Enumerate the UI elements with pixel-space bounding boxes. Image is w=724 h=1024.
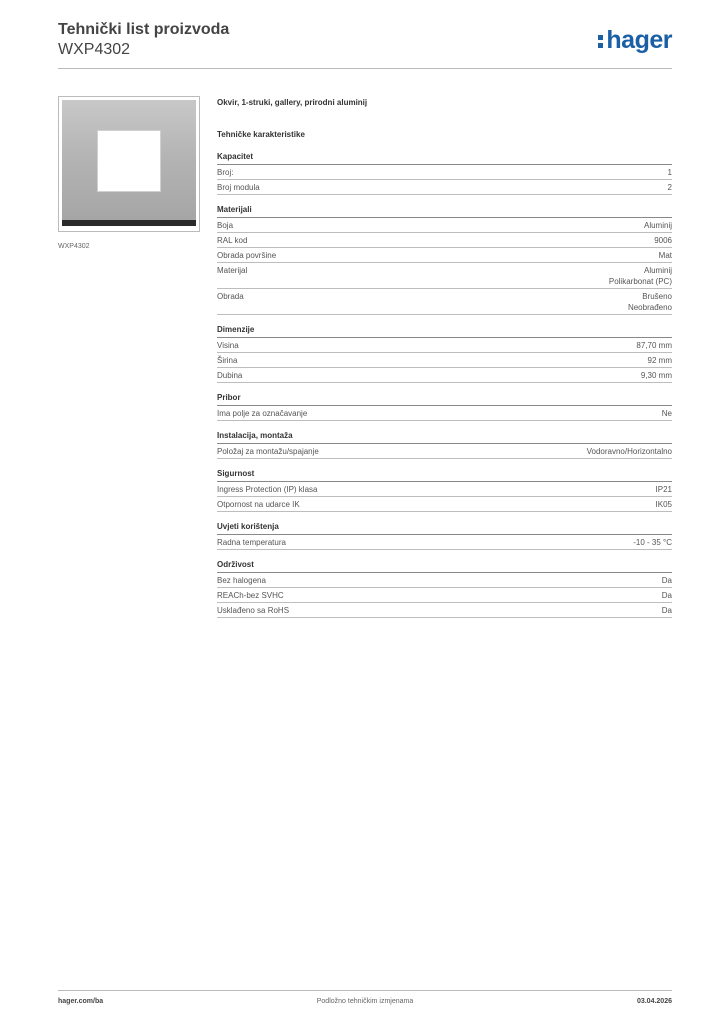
footer-date: 03.04.2026 — [636, 998, 672, 1005]
spec-value: 92 mm — [647, 356, 672, 365]
spec-row — [217, 263, 672, 289]
spec-section — [217, 324, 672, 383]
section-title: Sigurnost — [217, 468, 672, 482]
spec-label: Dubina — [217, 371, 243, 380]
spec-row — [217, 180, 672, 195]
spec-value: IP21 — [655, 485, 672, 494]
spec-value: 1 — [667, 168, 672, 177]
spec-section — [217, 392, 672, 421]
page-footer — [58, 998, 672, 1008]
spec-section — [217, 204, 672, 315]
spec-value: Ne — [661, 409, 672, 418]
tech-heading: Tehničke karakteristike — [217, 130, 305, 139]
spec-label: Boja — [217, 221, 234, 230]
spec-value: 9,30 mm — [640, 371, 672, 380]
spec-label: Otpornost na udarce IK — [217, 500, 300, 509]
spec-label: Ima polje za označavanje — [217, 409, 308, 418]
spec-label: Obrada površine — [217, 251, 277, 260]
spec-value: Mat — [658, 251, 672, 260]
header-divider — [58, 68, 672, 69]
frame-opening — [97, 130, 161, 192]
footer-notice: Podložno tehničkim izmjenama — [316, 998, 414, 1005]
page-title: Tehnički list proizvoda — [58, 21, 230, 38]
spec-row — [217, 444, 672, 459]
section-title: Kapacitet — [217, 151, 672, 165]
spec-row — [217, 482, 672, 497]
spec-label: Položaj za montažu/spajanje — [217, 447, 319, 456]
spec-value: 2 — [667, 183, 672, 192]
spec-content — [217, 96, 672, 618]
spec-value: Da — [661, 606, 672, 615]
spec-value: IK05 — [655, 500, 672, 509]
spec-row — [217, 535, 672, 550]
section-title: Pribor — [217, 392, 672, 406]
spec-label: Broj modula — [217, 183, 260, 192]
spec-row — [217, 165, 672, 180]
spec-section — [217, 430, 672, 459]
spec-value: Aluminij Polikarbonat (PC) — [608, 266, 672, 286]
footer-divider — [58, 990, 672, 991]
spec-row — [217, 603, 672, 618]
spec-label: Broj: — [217, 168, 234, 177]
page-header — [58, 20, 672, 68]
logo-text: hager — [606, 26, 672, 54]
frame-edge — [62, 220, 196, 226]
section-title: Održivost — [217, 559, 672, 573]
section-title: Dimenzije — [217, 324, 672, 338]
spec-value: 9006 — [654, 236, 672, 245]
spec-value: Brušeno Neobrađeno — [627, 292, 672, 312]
spec-label: Obrada — [217, 292, 244, 301]
spec-value: Da — [661, 576, 672, 585]
spec-label: REACh-bez SVHC — [217, 591, 284, 600]
spec-row — [217, 248, 672, 263]
spec-label: Materijal — [217, 266, 248, 275]
section-title: Uvjeti korištenja — [217, 521, 672, 535]
spec-label: Bez halogena — [217, 576, 266, 585]
spec-section — [217, 468, 672, 512]
spec-row — [217, 233, 672, 248]
section-title: Materijali — [217, 204, 672, 218]
spec-row — [217, 588, 672, 603]
spec-section — [217, 521, 672, 550]
spec-row — [217, 353, 672, 368]
image-caption: WXP4302 — [58, 243, 90, 250]
spec-section — [217, 151, 672, 195]
spec-label: Širina — [217, 356, 238, 365]
spec-label: Usklađeno sa RoHS — [217, 606, 290, 615]
product-code: WXP4302 — [58, 41, 131, 58]
spec-value: -10 - 35 °C — [633, 538, 672, 547]
spec-sections — [217, 151, 672, 618]
spec-row — [217, 573, 672, 588]
spec-row — [217, 497, 672, 512]
spec-label: Radna temperatura — [217, 538, 286, 547]
spec-row — [217, 338, 672, 353]
logo-dots-icon — [598, 32, 604, 51]
spec-value: 87,70 mm — [636, 341, 672, 350]
spec-label: RAL kod — [217, 236, 248, 245]
product-name: Okvir, 1-struki, gallery, prirodni aluminij — [217, 98, 368, 107]
frame-plate — [62, 100, 196, 226]
spec-section — [217, 559, 672, 618]
product-image — [58, 96, 200, 232]
footer-website: hager.com/ba — [58, 998, 104, 1005]
section-title: Instalacija, montaža — [217, 430, 672, 444]
hager-logo — [598, 26, 672, 55]
spec-label: Ingress Protection (IP) klasa — [217, 485, 318, 494]
spec-row — [217, 406, 672, 421]
spec-value: Aluminij — [643, 221, 672, 230]
spec-row — [217, 368, 672, 383]
spec-value: Vodoravno/Horizontalno — [586, 447, 672, 456]
spec-row — [217, 289, 672, 315]
spec-row — [217, 218, 672, 233]
spec-value: Da — [661, 591, 672, 600]
spec-label: Visina — [217, 341, 239, 350]
